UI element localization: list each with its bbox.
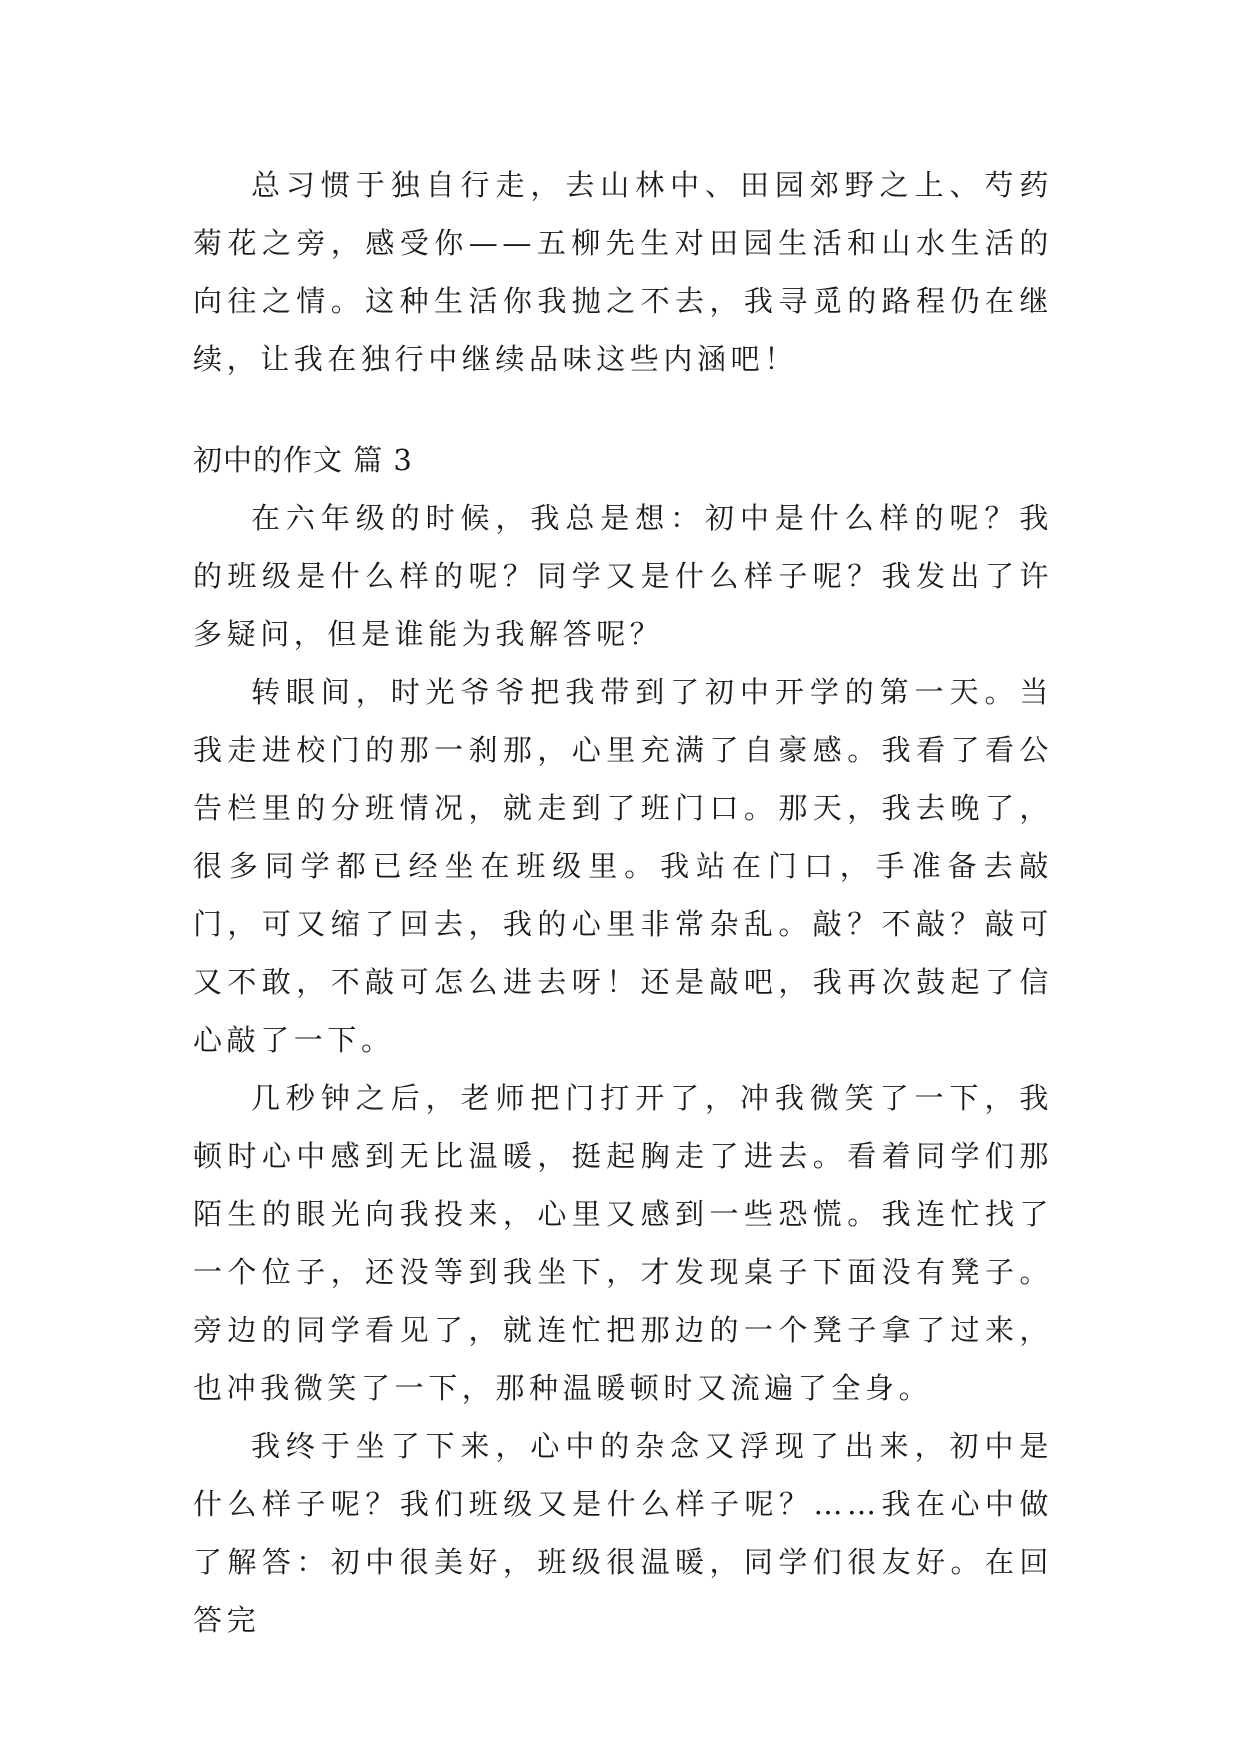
paragraph-3: 几秒钟之后，老师把门打开了，冲我微笑了一下，我顿时心中感到无比温暖，挺起胸走了进去。看着同学们那陌生的眼光向我投来，心里又感到一些恐慌。我连忙找了一个位子，还没等到我坐下，才发现桌子下面没有凳子。旁边的同学看见了，就连忙把那边的一个凳子拿了过来，也冲我微笑了一下，那种温暖顿时又流遍了全身。 — [193, 1081, 1053, 1405]
document-body — [193, 156, 1053, 1649]
section-heading: 初中的作文 篇 3 — [193, 443, 413, 477]
paragraph-4: 我终于坐了下来，心中的杂念又浮现了出来，初中是什么样子呢？我们班级又是什么样子呢？……我在心中做了解答：初中很美好，班级很温暖，同学们很友好。在回答完 — [193, 1429, 1053, 1637]
paragraph-intro: 总习惯于独自行走，去山林中、田园郊野之上、芍药菊花之旁，感受你——五柳先生对田园生活和山水生活的向往之情。这种生活你我抛之不去，我寻觅的路程仍在继续，让我在独行中继续品味这些内涵吧！ — [193, 168, 1053, 376]
paragraph-1: 在六年级的时候，我总是想：初中是什么样的呢？我的班级是什么样的呢？同学又是什么样子呢？我发出了许多疑问，但是谁能为我解答呢？ — [193, 501, 1053, 651]
paragraph-2: 转眼间，时光爷爷把我带到了初中开学的第一天。当我走进校门的那一刹那，心里充满了自豪感。我看了看公告栏里的分班情况，就走到了班门口。那天，我去晚了，很多同学都已经坐在班级里。我站在门口，手准备去敲门，可又缩了回去，我的心里非常杂乱。敲？不敲？敲可又不敢，不敲可怎么进去呀！还是敲吧，我再次鼓起了信心敲了一下。 — [193, 675, 1053, 1057]
